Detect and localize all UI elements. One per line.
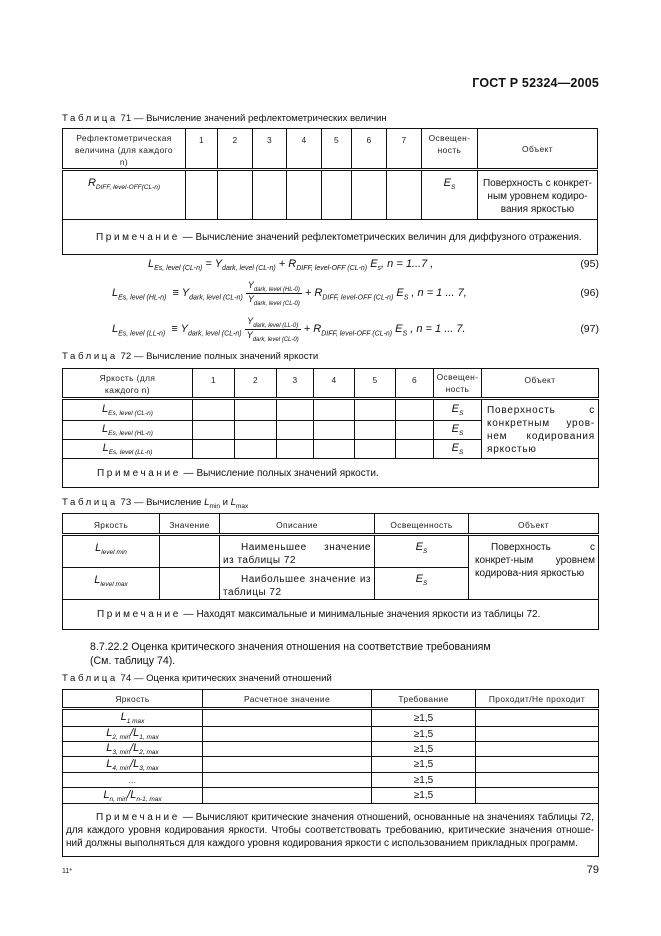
row-symbol: $R_{DIFF, level-OFF(CL-n)}$ bbox=[63, 170, 186, 220]
table71 bbox=[62, 128, 598, 255]
row-object: Поверхность с конкретным уров-нем кодирования яркостью bbox=[482, 399, 599, 459]
row-illum: $E_S$ bbox=[434, 421, 482, 440]
row-illum: $E_S$ bbox=[422, 170, 478, 220]
row-requirement: ≥1,5 bbox=[372, 727, 476, 742]
header-col-4: 4 bbox=[287, 129, 322, 170]
header-description: Описание bbox=[220, 514, 375, 535]
header-object: Объект bbox=[469, 514, 599, 535]
row-symbol: $L_{Es, level (HL-n)}$ bbox=[63, 421, 193, 440]
header-col-2: 2 bbox=[235, 369, 277, 399]
row-description: Наибольшее значение из таблицы 72 bbox=[220, 568, 375, 600]
header-quantity: Яркость (для каждого n) bbox=[63, 369, 193, 399]
row-description: Наименьшее значение из таблицы 72 bbox=[220, 535, 375, 568]
header-quantity: Рефлектометрическая величина (для каждого n) bbox=[63, 129, 186, 170]
row-illum: $E_S$ bbox=[375, 568, 469, 600]
header-col-4: 4 bbox=[314, 369, 355, 399]
table74-caption: Таблица 74 — Оценка критических значений отношений bbox=[62, 673, 332, 684]
row-symbol: $L_{2, min}/L_{1, max}$ bbox=[63, 727, 203, 742]
header-calculated: Расчетное значение bbox=[203, 690, 372, 709]
header-illum: Освещенность bbox=[375, 514, 469, 535]
row-illum: $E_S$ bbox=[434, 399, 482, 421]
header-col-5: 5 bbox=[355, 369, 396, 399]
section-8-7-22-2: 8.7.22.2 Оценка критического значения отношения на соответствие требованиям (См. таблицу 74). bbox=[90, 641, 491, 667]
header-requirement: Требование bbox=[372, 690, 476, 709]
equation-number-97: (97) bbox=[580, 323, 599, 335]
header-col-5: 5 bbox=[322, 129, 352, 170]
row-symbol: $L_{4, min}/L_{3, max}$ bbox=[63, 757, 203, 773]
row-symbol: $L_{level min}$ bbox=[63, 535, 160, 568]
equation-96: $L_{Es, level (HL-n)} \equiv Y_{dark, level (CL-n)}$ $\frac{Y_{dark, level (HL-0)}}{Y_{dark, level (CL-0)}}$ + $R_{DIFF, level-OFF (CL-n)}$ $E_S$ , n = 1 ... 7, bbox=[112, 280, 467, 307]
row-requirement: ≥1,5 bbox=[372, 709, 476, 727]
header-col-6: 6 bbox=[396, 369, 434, 399]
row-symbol: $L_{3, min}/L_{2, max}$ bbox=[63, 742, 203, 757]
table73 bbox=[62, 513, 599, 630]
header-col-7: 7 bbox=[387, 129, 422, 170]
header-value: Значение bbox=[160, 514, 220, 535]
page-number: 79 bbox=[586, 864, 599, 876]
row-illum: $E_S$ bbox=[434, 440, 482, 459]
footer-sheet-mark: 11* bbox=[62, 868, 72, 875]
row-symbol: $L_{Es, level (CL-n)}$ bbox=[63, 399, 193, 421]
table72-note: Примечание — Вычисление полных значений яркости. bbox=[63, 459, 599, 488]
header-col-3: 3 bbox=[253, 129, 287, 170]
table73-caption: Таблица 73 — Вычисление $L_{min}$ и $L_{max}$ bbox=[62, 497, 249, 510]
header-brightness: Яркость bbox=[63, 690, 203, 709]
row-illum: $E_S$ bbox=[375, 535, 469, 568]
row-symbol: $L_{n, min}/L_{n-1, max}$ bbox=[63, 788, 203, 804]
header-pass-fail: Проходит/Не проходит bbox=[476, 690, 599, 709]
row-requirement: ≥1,5 bbox=[372, 788, 476, 804]
header-illum: Освещен-ность bbox=[422, 129, 478, 170]
row-object: Поверхность с конкрет-ным уровнем кодирова-ния яркостью bbox=[469, 535, 599, 600]
header-col-1: 1 bbox=[193, 369, 235, 399]
equation-number-96: (96) bbox=[580, 287, 599, 299]
table72-caption: Таблица 72 — Вычисление полных значений яркости bbox=[62, 351, 319, 362]
table71-caption: Таблица 71 — Вычисление значений рефлектометрических величин bbox=[62, 113, 387, 124]
table74-note: Примечание — Вычисляют критические значения отношений, основанные на значениях таблицы 72, для каждого уровня кодирования яркости. Чтобы соответствовать требованию, критические значения отноше-ний должны выполняться для каждого уровня кодирования яркости с использованием прикладных программ. bbox=[63, 804, 599, 857]
header-col-2: 2 bbox=[218, 129, 253, 170]
row-symbol: $L_{Es, level (LL-n)}$ bbox=[63, 440, 193, 459]
header-illum: Освещен-ность bbox=[434, 369, 482, 399]
table71-note: Примечание — Вычисление значений рефлектометрических величин для диффузного отражения. bbox=[63, 220, 598, 255]
row-requirement: ≥1,5 bbox=[372, 742, 476, 757]
table72 bbox=[62, 368, 599, 488]
table73-note: Примечание — Находят максимальные и минимальные значения яркости из таблицы 72. bbox=[63, 600, 599, 630]
header-object: Объект bbox=[478, 129, 598, 170]
row-symbol: $L_{1 max}$ bbox=[63, 709, 203, 727]
row-object: Поверхность с конкрет-ным уровнем кодиро-вания яркостью bbox=[478, 170, 598, 220]
row-value bbox=[160, 568, 220, 600]
row-value bbox=[160, 535, 220, 568]
row-requirement: ≥1,5 bbox=[372, 773, 476, 788]
row-requirement: ≥1,5 bbox=[372, 757, 476, 773]
equation-95: $L_{Es, level (CL-n)} = Y_{dark, level (CL-n)} + R_{DIFF, level-OFF (CL-n)}$ $E_s$, n = 1...7 , bbox=[148, 258, 434, 273]
header-col-1: 1 bbox=[186, 129, 218, 170]
table74 bbox=[62, 689, 599, 857]
header-col-6: 6 bbox=[352, 129, 387, 170]
row-symbol: … bbox=[63, 773, 203, 788]
document-id: ГОСТ Р 52324—2005 bbox=[472, 76, 599, 90]
header-col-3: 3 bbox=[277, 369, 314, 399]
equation-number-95: (95) bbox=[580, 258, 599, 270]
row-symbol: $L_{level max}$ bbox=[63, 568, 160, 600]
header-brightness: Яркость bbox=[63, 514, 160, 535]
header-object: Объект bbox=[482, 369, 599, 399]
equation-97: $L_{Es, level (LL-n)} \equiv Y_{dark, level (CL-n)}$ $\frac{Y_{dark, level (LL-0)}}{Y_{dark, level (CL-0)}}$ + $R_{DIFF, level-OFF (CL-n)}$ $E_S$ , n = 1 ... 7. bbox=[112, 316, 466, 343]
